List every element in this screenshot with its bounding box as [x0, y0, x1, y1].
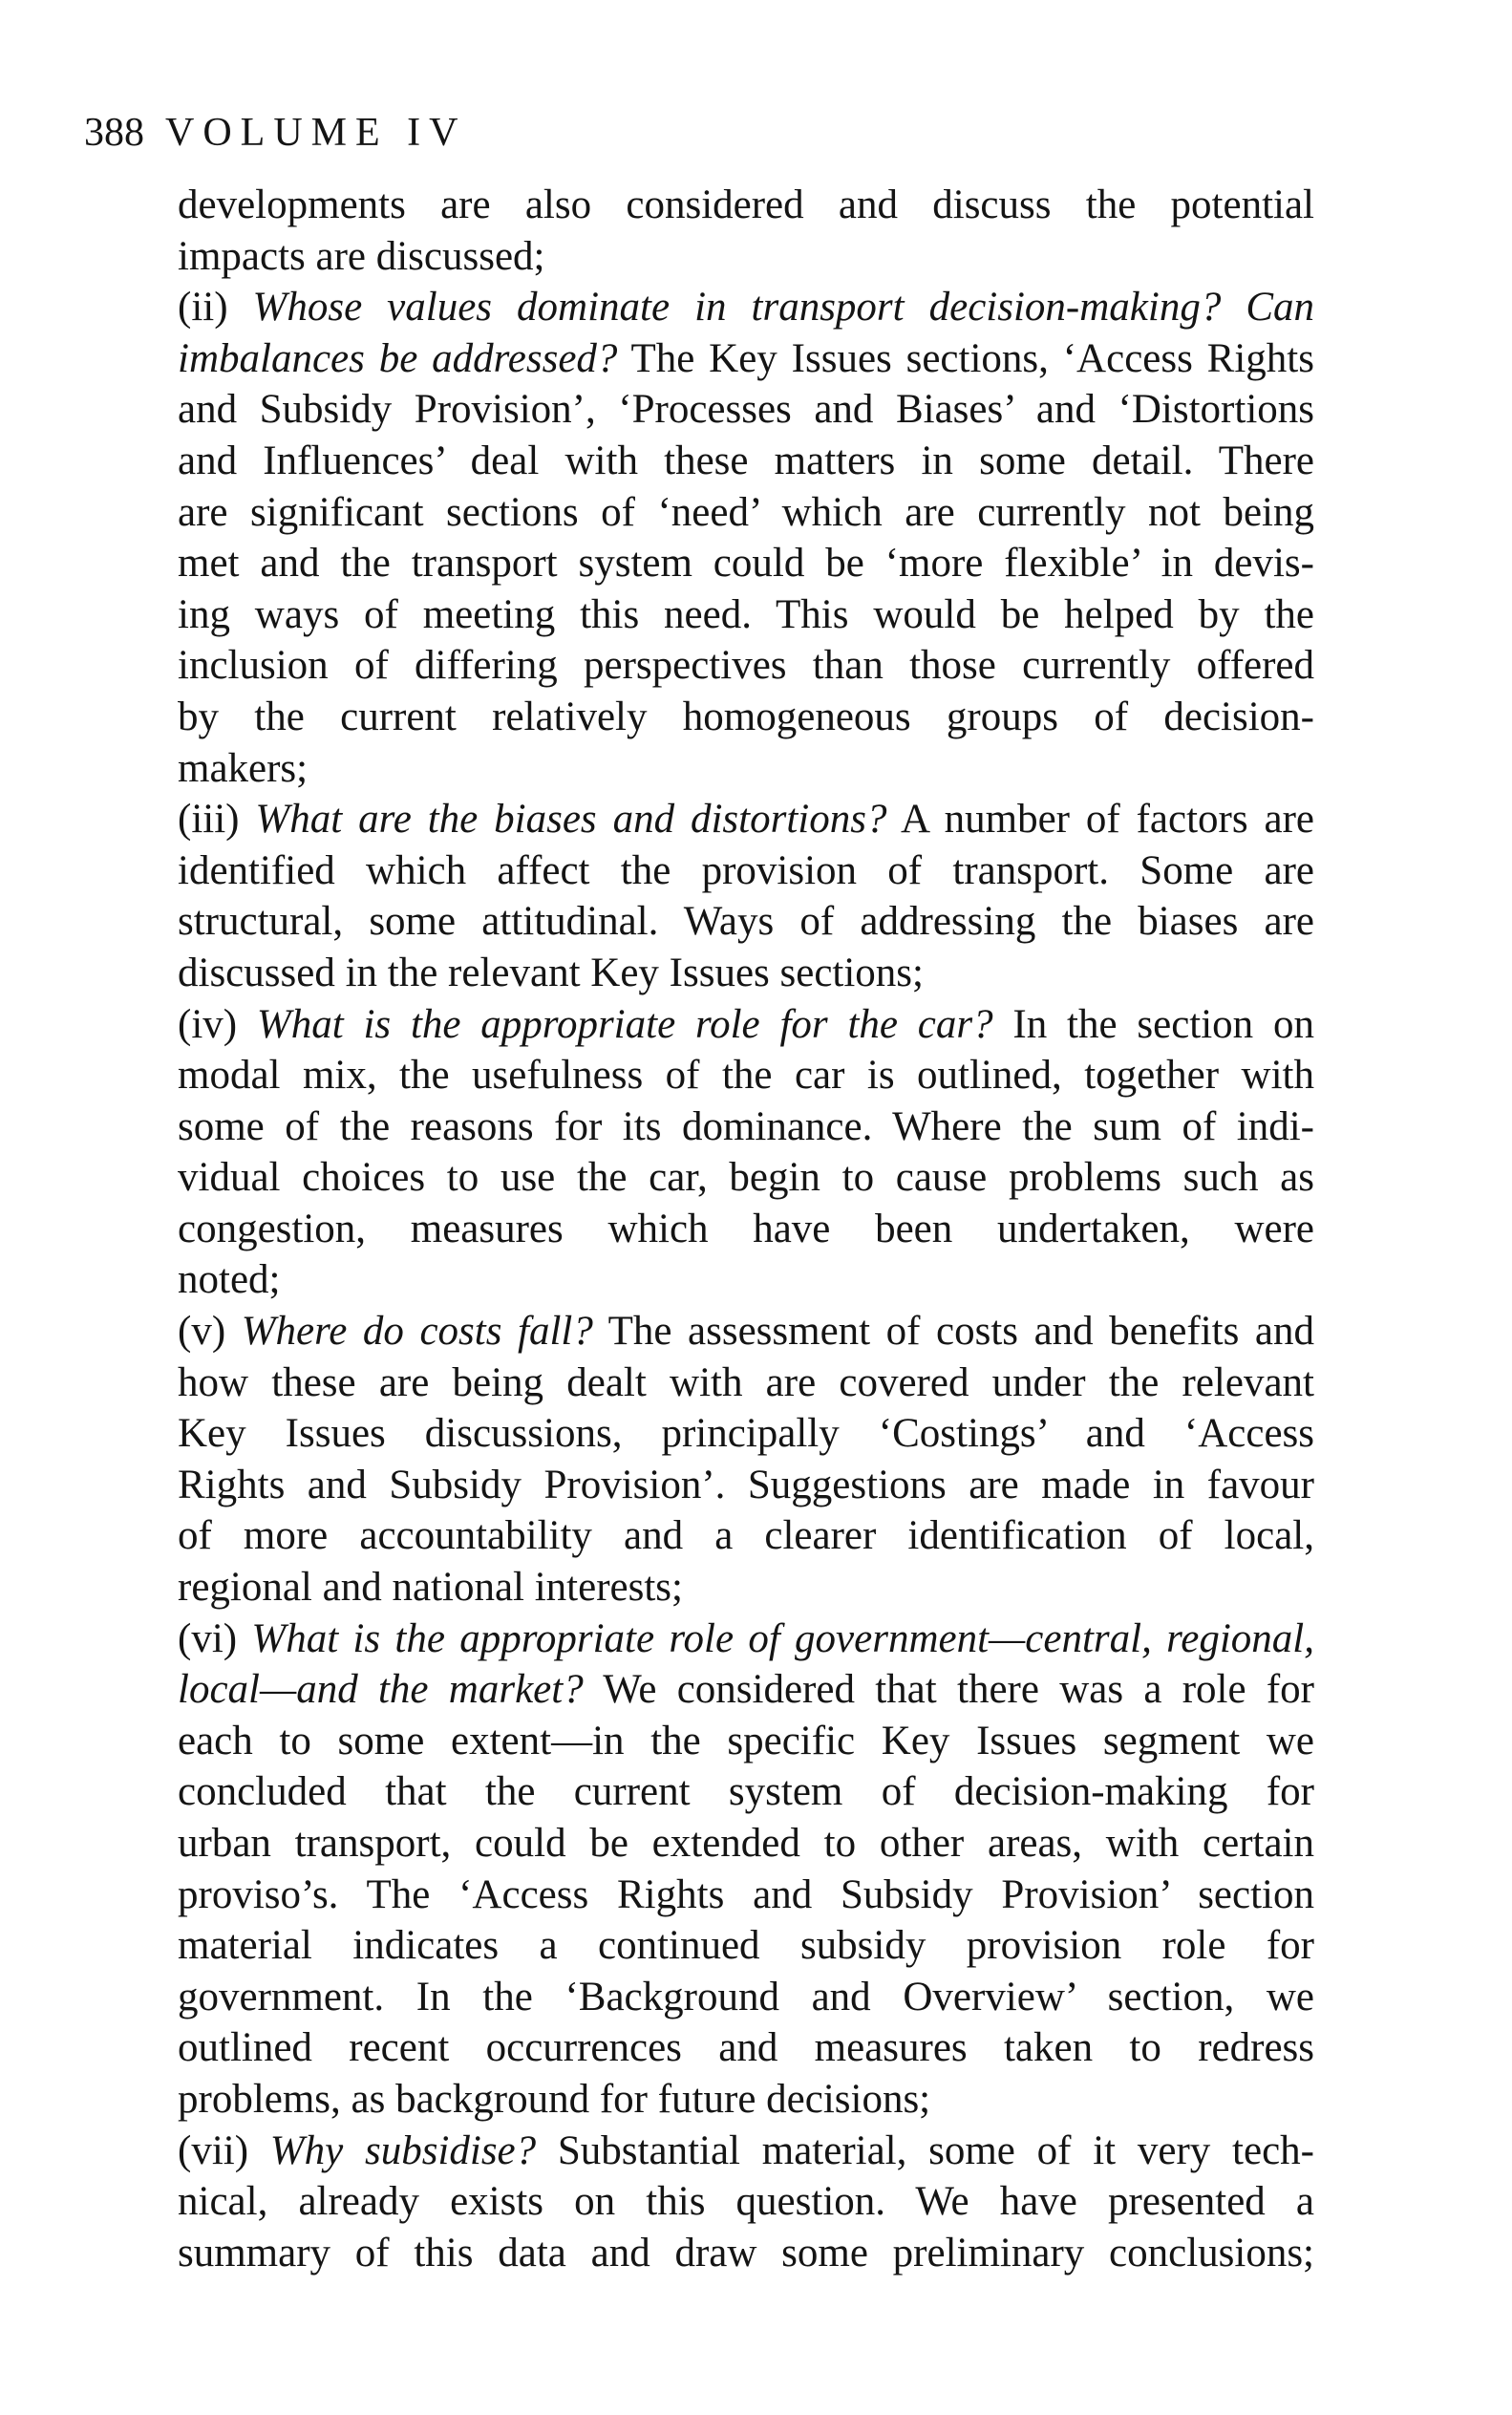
question-text: What are the biases and distortions?	[255, 797, 887, 843]
text-line	[178, 1870, 1314, 1921]
question-text: Whose values dominate in transport decision-making? Can	[252, 285, 1314, 331]
text-line	[178, 1716, 1314, 1767]
text-line	[178, 1152, 1314, 1204]
body-text	[178, 180, 1314, 2278]
line-text: structural, some attitudinal. Ways of addressing the biases are	[178, 899, 1314, 945]
text-line	[178, 1408, 1314, 1460]
line-text: urban transport, could be extended to other areas, with certain	[178, 1821, 1314, 1866]
line-text: In the section on	[992, 1001, 1314, 1047]
text-line	[178, 2022, 1314, 2074]
line-text: The assessment of costs and benefits and	[592, 1309, 1314, 1355]
text-line	[178, 1510, 1314, 1562]
line-text: proviso’s. The ‘Access Rights and Subsidy Provision’ section	[178, 1871, 1314, 1917]
line-text: (vii)	[178, 2127, 270, 2173]
question-text: Why subsidise?	[269, 2127, 537, 2173]
text-line	[178, 180, 1314, 231]
text-line	[178, 692, 1314, 743]
text-line	[178, 1920, 1314, 1972]
text-line	[178, 2228, 1314, 2279]
line-text: developments are also considered and discuss the potential	[178, 182, 1314, 227]
text-line	[178, 282, 1314, 333]
text-line	[178, 1614, 1314, 1665]
text-line	[178, 589, 1314, 641]
line-text: (iv)	[178, 1001, 257, 1047]
line-text: outlined recent occurrences and measures taken to redress	[178, 2025, 1314, 2071]
text-line	[178, 896, 1314, 948]
question-text: imbalances be addressed?	[178, 335, 618, 381]
line-text: Rights and Subsidy Provision’. Suggestions are made in favour	[178, 1462, 1314, 1507]
line-text: of more accountability and a clearer identification of local,	[178, 1513, 1314, 1559]
line-text: government. In the ‘Background and Overview’ section, we	[178, 1974, 1314, 2020]
question-text: What is the appropriate role of government—central, regional,	[251, 1615, 1314, 1661]
line-text: noted;	[178, 1257, 281, 1303]
text-line	[178, 2176, 1314, 2228]
text-line	[178, 1972, 1314, 2023]
line-text: each to some extent—in the specific Key Issues segment we	[178, 1718, 1314, 1763]
line-text: impacts are discussed;	[178, 233, 545, 279]
question-text: What is the appropriate role for the car?	[256, 1001, 993, 1047]
text-line	[178, 1306, 1314, 1357]
line-text: (v)	[178, 1309, 242, 1355]
line-text: and Subsidy Provision’, ‘Processes and Biases’ and ‘Distortions	[178, 387, 1314, 433]
line-text: by the current relatively homogeneous groups of decision-	[178, 694, 1314, 739]
text-line	[178, 948, 1314, 999]
line-text: inclusion of differing perspectives than those currently offered	[178, 643, 1314, 689]
line-text: problems, as background for future decisions;	[178, 2076, 931, 2122]
text-line	[178, 436, 1314, 487]
text-line	[178, 333, 1314, 385]
text-line	[178, 2126, 1314, 2177]
line-text: A number of factors are	[886, 797, 1314, 843]
text-line	[178, 1562, 1314, 1614]
running-head	[84, 113, 466, 153]
line-text: Substantial material, some of it very tech-	[536, 2127, 1314, 2173]
text-line	[178, 743, 1314, 795]
text-line	[178, 487, 1314, 539]
line-text: modal mix, the usefulness of the car is outlined, together with	[178, 1053, 1314, 1099]
line-text: The Key Issues sections, ‘Access Rights	[617, 335, 1314, 381]
line-text: concluded that the current system of decision-making for	[178, 1769, 1314, 1815]
text-line	[178, 845, 1314, 897]
line-text: discussed in the relevant Key Issues sections;	[178, 950, 924, 995]
volume-label: VOLUME IV	[165, 111, 467, 155]
line-text: regional and national interests;	[178, 1565, 683, 1611]
text-line	[178, 1204, 1314, 1255]
text-line	[178, 794, 1314, 845]
question-text: Where do costs fall?	[241, 1309, 593, 1355]
line-text: vidual choices to use the car, begin to cause problems such as	[178, 1155, 1314, 1201]
text-line	[178, 1254, 1314, 1306]
text-line	[178, 231, 1314, 283]
text-line	[178, 1818, 1314, 1870]
text-line	[178, 1460, 1314, 1511]
line-text: congestion, measures which have been undertaken, were	[178, 1206, 1314, 1251]
text-line	[178, 1357, 1314, 1409]
text-line	[178, 640, 1314, 692]
line-text: nical, already exists on this question. We have presented a	[178, 2179, 1314, 2225]
line-text: Key Issues discussions, principally ‘Costings’ and ‘Access	[178, 1411, 1314, 1457]
text-line	[178, 1050, 1314, 1101]
line-text: ing ways of meeting this need. This would be helped by the	[178, 591, 1314, 637]
page-number: 388	[84, 111, 144, 155]
line-text: (ii)	[178, 285, 253, 331]
question-text: local—and the market?	[178, 1667, 584, 1713]
line-text: are significant sections of ‘need’ which are currently not being	[178, 489, 1314, 535]
line-text: how these are being dealt with are covered under the relevant	[178, 1359, 1314, 1405]
line-text: makers;	[178, 745, 309, 791]
text-line	[178, 1101, 1314, 1153]
line-text: some of the reasons for its dominance. Where the sum of indi-	[178, 1103, 1314, 1149]
line-text: met and the transport system could be ‘more flexible’ in devis-	[178, 541, 1314, 587]
line-text: summary of this data and draw some preliminary conclusions;	[178, 2230, 1314, 2276]
text-line	[178, 2074, 1314, 2126]
line-text: material indicates a continued subsidy provision role for	[178, 1923, 1314, 1969]
text-line	[178, 538, 1314, 589]
text-line	[178, 1664, 1314, 1716]
text-line	[178, 1766, 1314, 1818]
line-text: and Influences’ deal with these matters in some detail. There	[178, 438, 1314, 483]
line-text: We considered that there was a role for	[583, 1667, 1314, 1713]
line-text: (vi)	[178, 1615, 252, 1661]
text-line	[178, 999, 1314, 1051]
text-line	[178, 384, 1314, 436]
line-text: (iii)	[178, 797, 256, 843]
line-text: identified which affect the provision of transport. Some are	[178, 847, 1314, 893]
